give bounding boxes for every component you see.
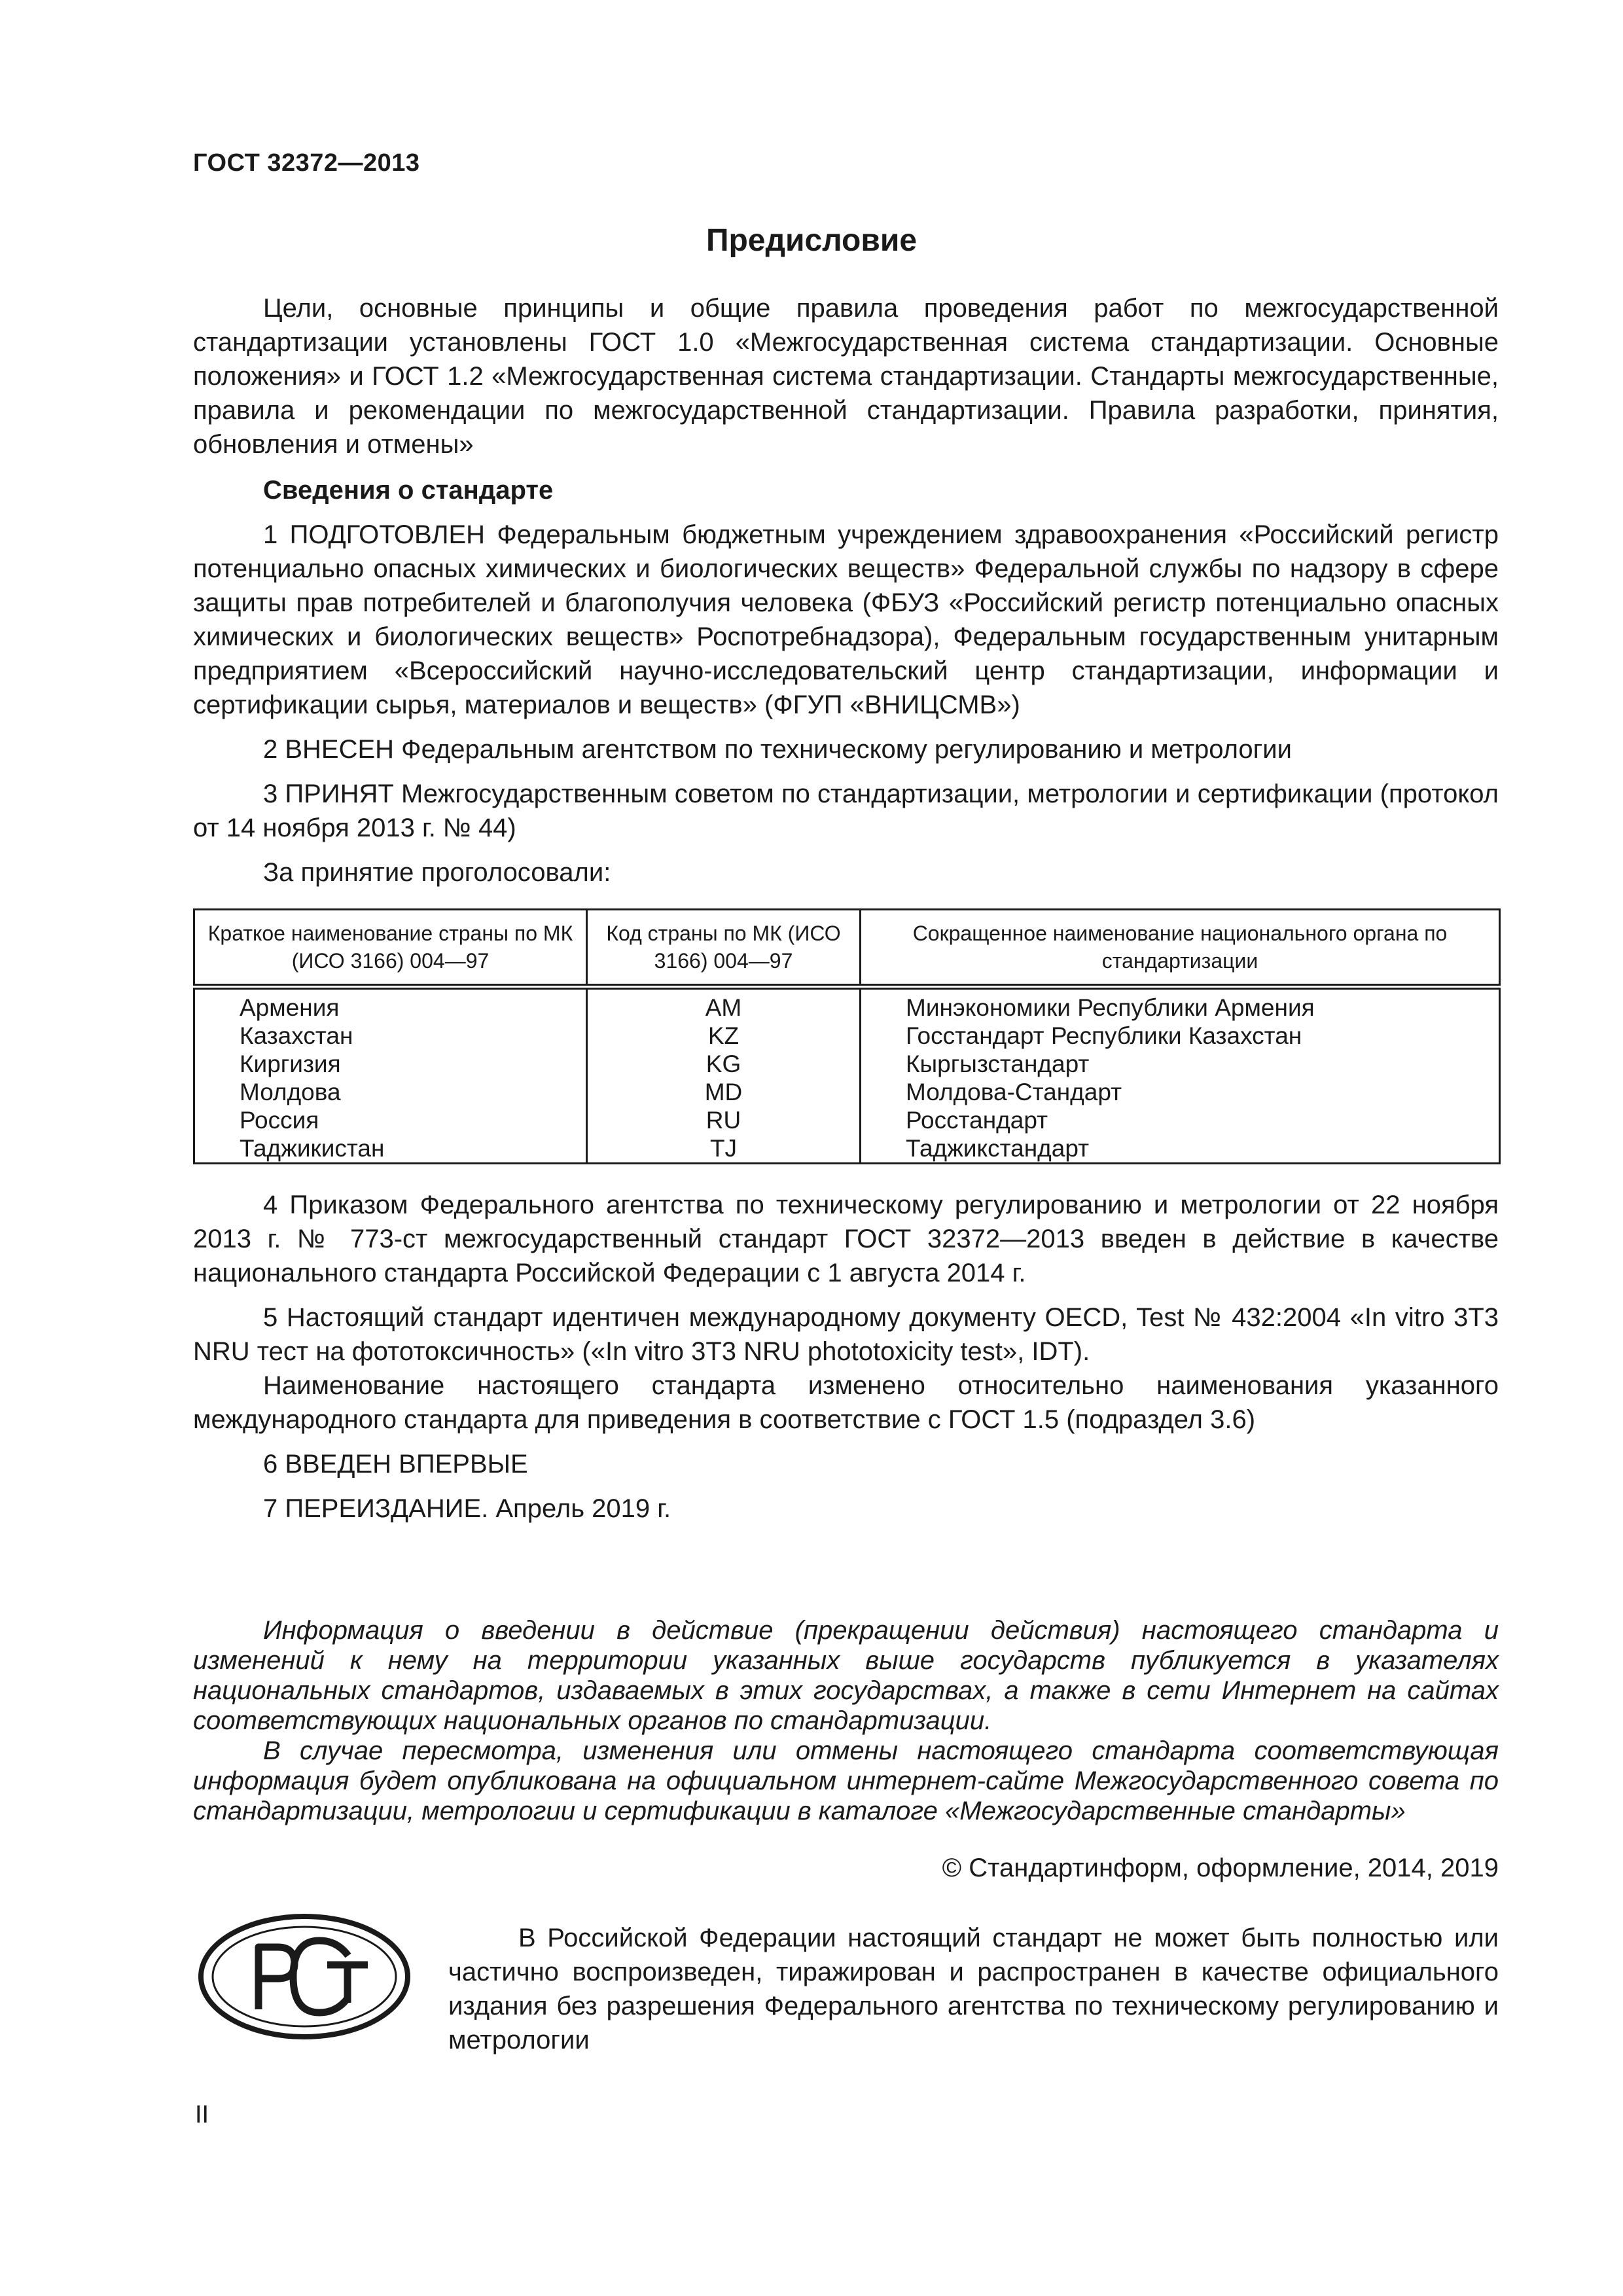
country-cell (194, 987, 587, 1164)
page-title: Предисловие (705, 223, 918, 258)
code-cell (587, 987, 861, 1164)
country-name: Казахстан (240, 1022, 353, 1049)
country-code: RU (705, 1107, 741, 1134)
standards-body: Молдова-Стандарт (906, 1079, 1122, 1105)
table-header-row (194, 910, 1500, 987)
country-name: Армения (240, 994, 340, 1021)
voting-table (193, 908, 1501, 1164)
foreword-body-continued (193, 1188, 1499, 1526)
note-paragraph-2: В случае пересмотра, изменения или отмены настоящего стандарта соответствующая информация будет опубликована на официальном интернет-сайте Межгосударственного совета по стандартизации, метрологии и сертификации в каталоге «Межгосударственные стандарты» (193, 1736, 1499, 1825)
standards-body: Росстандарт (906, 1107, 1048, 1134)
item-3: 3 ПРИНЯТ Межгосударственным советом по стандартизации, метрологии и сертификации (протокол от 14 ноября 2013 г. № 44) (193, 780, 1499, 842)
item-6: 6 ВВЕДЕН ВПЕРВЫЕ (263, 1450, 528, 1479)
standards-body: Таджикстандарт (906, 1135, 1090, 1162)
copyright-notice (448, 1921, 1499, 2057)
standards-body: Минэкономики Республики Армения (906, 994, 1315, 1021)
item-5-note: Наименование настоящего стандарта изменено относительно наименования указанного международного стандарта для приведения в соответствие с ГОСТ 1.5 (подраздел 3.6) (193, 1371, 1499, 1434)
info-heading: Сведения о стандарте (263, 476, 554, 505)
country-code: KG (705, 1050, 741, 1077)
table-row (194, 987, 1500, 1164)
copyright: © Стандартинформ, оформление, 2014, 2019 (942, 1854, 1499, 1882)
standards-body-cell (861, 987, 1500, 1164)
item-4: 4 Приказом Федерального агентства по техническому регулированию и метрологии от 22 ноября 2013 г. № 773-ст межгосударственный стандарт ГОСТ 32372—2013 введен в действие в качестве национального стандарта Российской Федерации с 1 августа 2014 г. (193, 1191, 1499, 1287)
info-note (193, 1615, 1499, 1826)
country-name: Таджикистан (240, 1135, 385, 1162)
vote-intro: За принятие проголосовали: (263, 858, 611, 887)
item-5: 5 Настоящий стандарт идентичен международному документу OECD, Test № 432:2004 «In vitro 3T3 NRU тест на фототоксичность» («In vitro 3T3 NRU phototoxicity test», IDT). (193, 1303, 1499, 1366)
country-code: AM (705, 994, 742, 1021)
country-code: KZ (707, 1022, 740, 1049)
item-7: 7 ПЕРЕИЗДАНИЕ. Апрель 2019 г. (263, 1494, 671, 1523)
notice-text: В Российской Федерации настоящий стандарт не может быть полностью или частично воспроизведен, тиражирован и распространен в качестве официального издания без разрешения Федерального агентства по техническому регулированию и метрологии (448, 1924, 1499, 2054)
standards-body: Кыргызстандарт (906, 1050, 1090, 1077)
page-number: II (195, 2101, 209, 2128)
country-code: MD (704, 1079, 743, 1105)
country-name: Россия (240, 1107, 319, 1134)
document-number: ГОСТ 32372—2013 (193, 149, 420, 177)
intro-paragraph: Цели, основные принципы и общие правила проведения работ по межгосударственной стандартизации установлены ГОСТ 1.0 «Межгосударственная система стандартизации. Основные положения» и ГОСТ 1.2 «Межгосударственная система стандартизации. Стандарты межгосударственные, правила и рекомендации по межгосударственной стандартизации. Правила разработки, принятия, обновления и отмены» (193, 294, 1499, 459)
header-body: Сокращенное наименование национального органа по стандартизации (861, 910, 1500, 987)
foreword-body (193, 291, 1499, 889)
note-paragraph-1: Информация о введении в действие (прекращении действия) настоящего стандарта и изменений к нему на территории указанных выше государств публикуется в указателях национальных стандартов, издаваемых в этих государствах, а также в сети Интернет на сайтах соответствующих национальных органов по стандартизации. (193, 1616, 1499, 1735)
item-2: 2 ВНЕСЕН Федеральным агентством по техническому регулированию и метрологии (263, 735, 1292, 764)
header-code: Код страны по МК (ИСО 3166) 004—97 (587, 910, 861, 987)
country-name: Молдова (240, 1079, 341, 1105)
standards-body: Госстандарт Республики Казахстан (906, 1022, 1302, 1049)
country-code: TJ (709, 1135, 738, 1162)
item-1: 1 ПОДГОТОВЛЕН Федеральным бюджетным учреждением здравоохранения «Российский регистр потенциально опасных химических и биологических веществ» Федеральной службы по надзору в сфере защиты прав потребителей и благополучия человека (ФБУЗ «Российский регистр потенциально опасных химических и биологических веществ» Роспотребнадзора), Федеральным государственным унитарным предприятием «Всероссийский научно-исследовательский центр стандартизации, информации и сертификации сырья, материалов и веществ» (ФГУП «ВНИЦСМВ») (193, 520, 1499, 719)
header-country: Краткое наименование страны по МК (ИСО 3166) 004—97 (194, 910, 587, 987)
rst-logo-icon (196, 1911, 412, 2042)
country-name: Киргизия (240, 1050, 341, 1077)
